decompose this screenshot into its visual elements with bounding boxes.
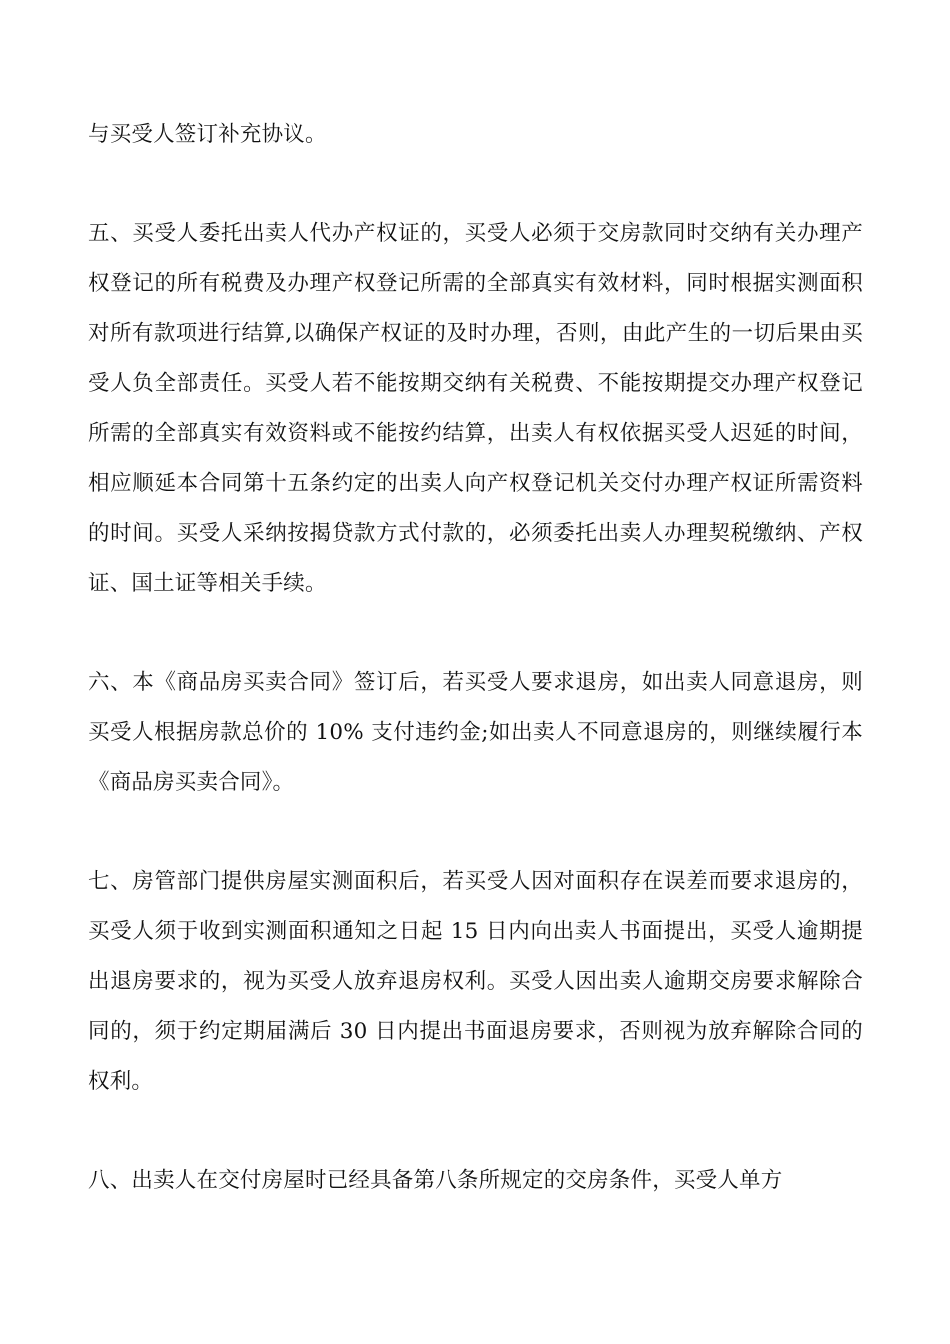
- document-page: [88, 110, 863, 1206]
- paragraph-supplementary-agreement: 与买受人签订补充协议。: [88, 122, 327, 147]
- paragraph-clause-5: 五、买受人委托出卖人代办产权证的，买受人必须于交房款同时交纳有关办理产权登记的所有税费及办理产权登记所需的全部真实有效材料，同时根据实测面积对所有款项进行结算,以确保产权证的及时办理，否则，由此产生的一切后果由买受人负全部责任。买受人若不能按期交纳有关税费、不能按期提交办理产权登记所需的全部真实有效资料或不能按约结算，出卖人有权依据买受人迟延的时间，相应顺延本合同第十五条约定的出卖人向产权登记机关交付办理产权证所需资料的时间。买受人采纳按揭贷款方式付款的，必须委托出卖人办理契税缴纳、产权证、国土证等相关手续。: [88, 221, 863, 596]
- paragraph-clause-6: 六、本《商品房买卖合同》签订后，若买受人要求退房，如出卖人同意退房，则买受人根据房款总价的 10% 支付违约金;如出卖人不同意退房的，则继续履行本《商品房买卖合同》。: [88, 670, 863, 795]
- paragraph-clause-8: 八、出卖人在交付房屋时已经具备第八条所规定的交房条件，买受人单方: [88, 1168, 783, 1193]
- paragraph-clause-7: 七、房管部门提供房屋实测面积后，若买受人因对面积存在误差而要求退房的，买受人须于收到实测面积通知之日起 15 日内向出卖人书面提出，买受人逾期提出退房要求的，视为买受人放弃退房权利。买受人因出卖人逾期交房要求解除合同的，须于约定期届满后 30 日内提出书面退房要求，否则视为放弃解除合同的权利。: [88, 869, 863, 1094]
